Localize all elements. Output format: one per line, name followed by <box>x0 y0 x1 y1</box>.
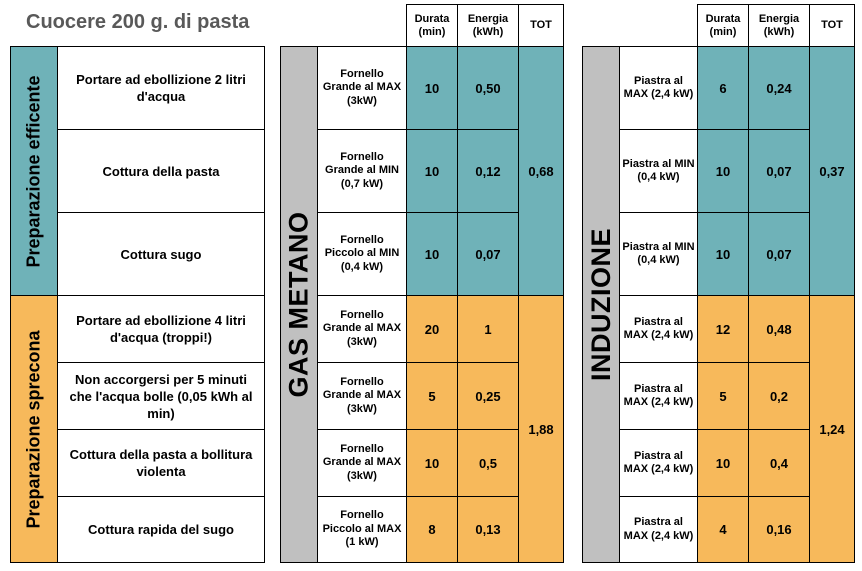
ind-durata-cell: 5 <box>697 362 749 430</box>
task-cell: Portare ad ebollizione 4 litri d'acqua (troppi!) <box>57 295 265 363</box>
gas-energia-cell: 0,12 <box>457 129 519 213</box>
task-cell: Cottura sugo <box>57 212 265 296</box>
ind-header-durata <box>697 4 749 47</box>
ind-durata-cell: 4 <box>697 496 749 563</box>
gas-durata-cell: 10 <box>406 46 458 130</box>
gas-header-energia-text: Energia (kWh) <box>467 12 509 38</box>
gas-header-durata-text: Durata (min) <box>414 12 450 38</box>
ind-device-cell: Piastra al MIN (0,4 kW) <box>619 212 698 296</box>
ind-header-energia <box>748 4 810 47</box>
ind-device-cell: Piastra al MAX (2,4 kW) <box>619 429 698 497</box>
gas-header-durata <box>406 4 458 47</box>
gas-energia-cell: 0,13 <box>457 496 519 563</box>
gas-durata-cell: 10 <box>406 129 458 213</box>
ind-durata-cell: 6 <box>697 46 749 130</box>
gas-header-tot-text: TOT <box>530 19 552 31</box>
induzione-label-band <box>582 46 620 563</box>
gas-durata-cell: 20 <box>406 295 458 363</box>
ind-energia-cell: 0,16 <box>748 496 810 563</box>
task-cell: Cottura della pasta <box>57 129 265 213</box>
ind-energia-cell: 0,4 <box>748 429 810 497</box>
gas-energia-cell: 0,07 <box>457 212 519 296</box>
ind-durata-cell: 10 <box>697 429 749 497</box>
ind-durata-cell: 10 <box>697 212 749 296</box>
gas-label-band <box>280 46 318 563</box>
ind-energia-cell: 0,48 <box>748 295 810 363</box>
ind-durata-cell: 12 <box>697 295 749 363</box>
ind-energia-cell: 0,07 <box>748 212 810 296</box>
ind-device-cell: Piastra al MIN (0,4 kW) <box>619 129 698 213</box>
gas-energia-cell: 0,25 <box>457 362 519 430</box>
gas-label-text: GAS METANO <box>283 211 314 398</box>
gas-header-energia <box>457 4 519 47</box>
section-label-efficiente <box>10 46 58 296</box>
ind-energia-cell: 0,24 <box>748 46 810 130</box>
gas-device-cell: Fornello Piccolo al MAX (1 kW) <box>317 496 407 563</box>
section-label-sprecona <box>10 295 58 563</box>
gas-device-cell: Fornello Grande al MAX (3kW) <box>317 46 407 130</box>
induzione-label-text: INDUZIONE <box>585 228 616 381</box>
gas-tot-sprecona: 1,88 <box>518 295 564 563</box>
gas-durata-cell: 10 <box>406 212 458 296</box>
ind-energia-cell: 0,07 <box>748 129 810 213</box>
gas-energia-cell: 1 <box>457 295 519 363</box>
gas-durata-cell: 8 <box>406 496 458 563</box>
ind-energia-cell: 0,2 <box>748 362 810 430</box>
task-cell: Non accorgersi per 5 minuti che l'acqua bolle (0,05 kWh al min) <box>57 362 265 430</box>
ind-durata-cell: 10 <box>697 129 749 213</box>
gas-device-cell: Fornello Grande al MAX (3kW) <box>317 362 407 430</box>
gas-device-cell: Fornello Grande al MAX (3kW) <box>317 429 407 497</box>
ind-device-cell: Piastra al MAX (2,4 kW) <box>619 295 698 363</box>
ind-device-cell: Piastra al MAX (2,4 kW) <box>619 496 698 563</box>
page-title: Cuocere 200 g. di pasta <box>26 11 250 33</box>
gas-durata-cell: 10 <box>406 429 458 497</box>
gas-durata-cell: 5 <box>406 362 458 430</box>
gas-device-cell: Fornello Grande al MIN (0,7 kW) <box>317 129 407 213</box>
ind-header-tot <box>809 4 855 47</box>
ind-tot-sprecona: 1,24 <box>809 295 855 563</box>
gas-device-cell: Fornello Piccolo al MIN (0,4 kW) <box>317 212 407 296</box>
task-cell: Cottura della pasta a bollitura violenta <box>57 429 265 497</box>
section-label-sprecona-text: Preparazione sprecona <box>23 329 44 529</box>
gas-energia-cell: 0,5 <box>457 429 519 497</box>
ind-device-cell: Piastra al MAX (2,4 kW) <box>619 362 698 430</box>
ind-header-durata-text: Durata (min) <box>705 12 741 38</box>
task-cell: Cottura rapida del sugo <box>57 496 265 563</box>
gas-device-cell: Fornello Grande al MAX (3kW) <box>317 295 407 363</box>
ind-device-cell: Piastra al MAX (2,4 kW) <box>619 46 698 130</box>
gas-energia-cell: 0,50 <box>457 46 519 130</box>
task-cell: Portare ad ebollizione 2 litri d'acqua <box>57 46 265 130</box>
ind-header-energia-text: Energia (kWh) <box>758 12 800 38</box>
gas-tot-efficiente: 0,68 <box>518 46 564 296</box>
ind-header-tot-text: TOT <box>821 19 843 31</box>
gas-header-tot <box>518 4 564 47</box>
section-label-efficiente-text: Preparazione efficente <box>23 74 44 268</box>
ind-tot-efficiente: 0,37 <box>809 46 855 296</box>
